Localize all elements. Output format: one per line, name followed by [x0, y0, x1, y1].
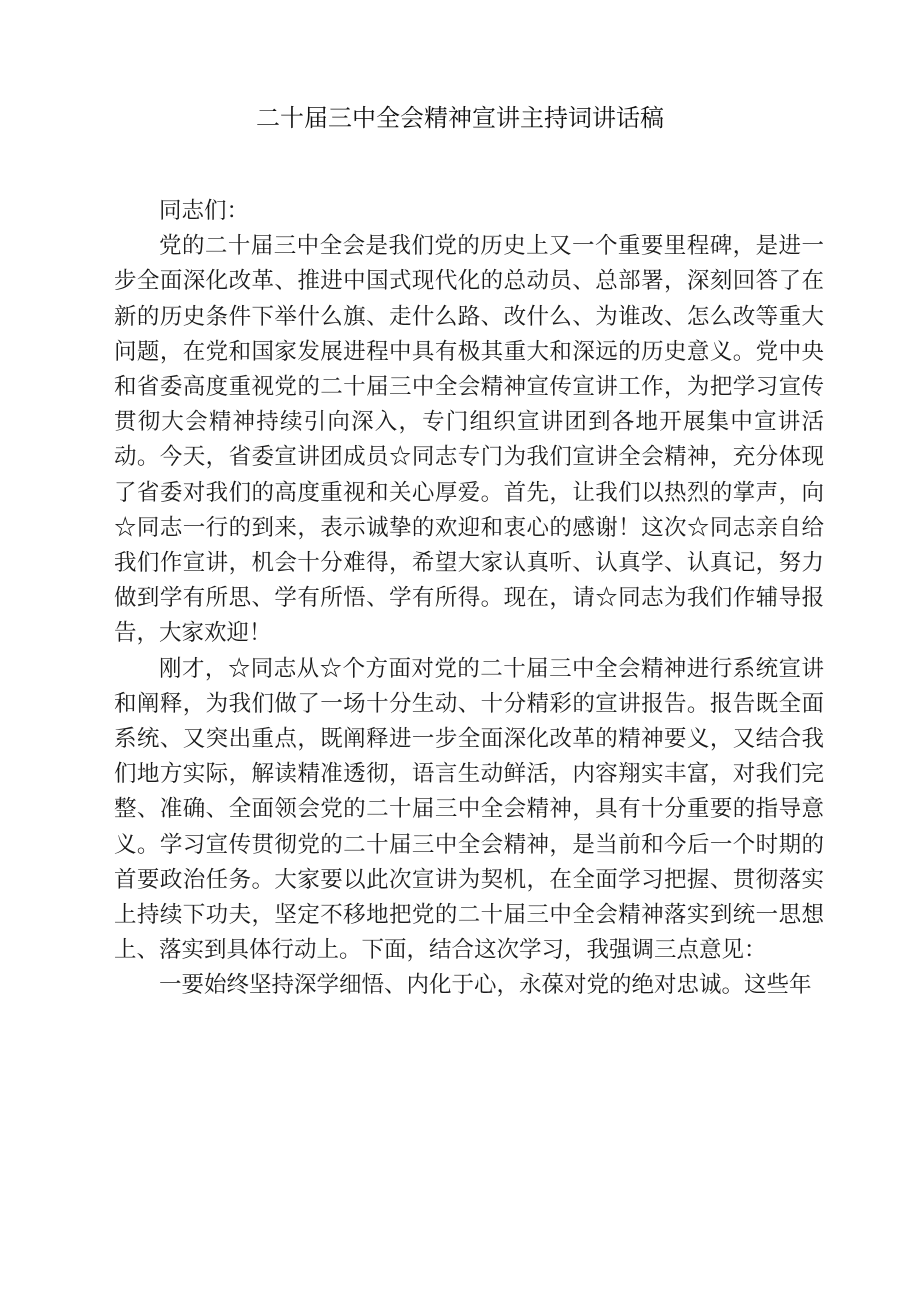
document-body: [114, 194, 824, 1004]
paragraph-1: 党的二十届三中全会是我们党的历史上又一个重要里程碑，是进一步全面深化改革、推进中国式现代化的总动员、总部署，深刻回答了在新的历史条件下举什么旗、走什么路、改什么、为谁改、怎么改等重大问题，在党和国家发展进程中具有极其重大和深远的历史意义。党中央和省委高度重视党的二十届三中全会精神宣传宣讲工作，为把学习宣传贯彻大会精神持续引向深入，专门组织宣讲团到各地开展集中宣讲活动。今天，省委宣讲团成员☆同志专门为我们宣讲全会精神，充分体现了省委对我们的高度重视和关心厚爱。首先，让我们以热烈的掌声，向☆同志一行的到来，表示诚挚的欢迎和衷心的感谢！这次☆同志亲自给我们作宣讲，机会十分难得，希望大家认真听、认真学、认真记，努力做到学有所思、学有所悟、学有所得。现在，请☆同志为我们作辅导报告，大家欢迎！: [114, 233, 824, 647]
paragraph-3: 一要始终坚持深学细悟、内化于心，永葆对党的绝对忠诚。这些年: [159, 972, 812, 999]
document-title: 二十届三中全会精神宣讲主持词讲话稿: [256, 104, 664, 132]
salutation: 同志们：: [159, 198, 250, 224]
paragraph-2: 刚才，☆同志从☆个方面对党的二十届三中全会精神进行系统宣讲和阐释，为我们做了一场十分生动、十分精彩的宣讲报告。报告既全面系统、又突出重点，既阐释进一步全面深化改革的精神要义，又结合我们地方实际，解读精准透彻，语言生动鲜活，内容翔实丰富，对我们完整、准确、全面领会党的二十届三中全会精神，具有十分重要的指导意义。学习宣传贯彻党的二十届三中全会精神，是当前和今后一个时期的首要政治任务。大家要以此次宣讲为契机，在全面学习把握、贯彻落实上持续下功夫，坚定不移地把党的二十届三中全会精神落实到统一思想上、落实到具体行动上。下面，结合这次学习，我强调三点意见：: [114, 655, 824, 964]
